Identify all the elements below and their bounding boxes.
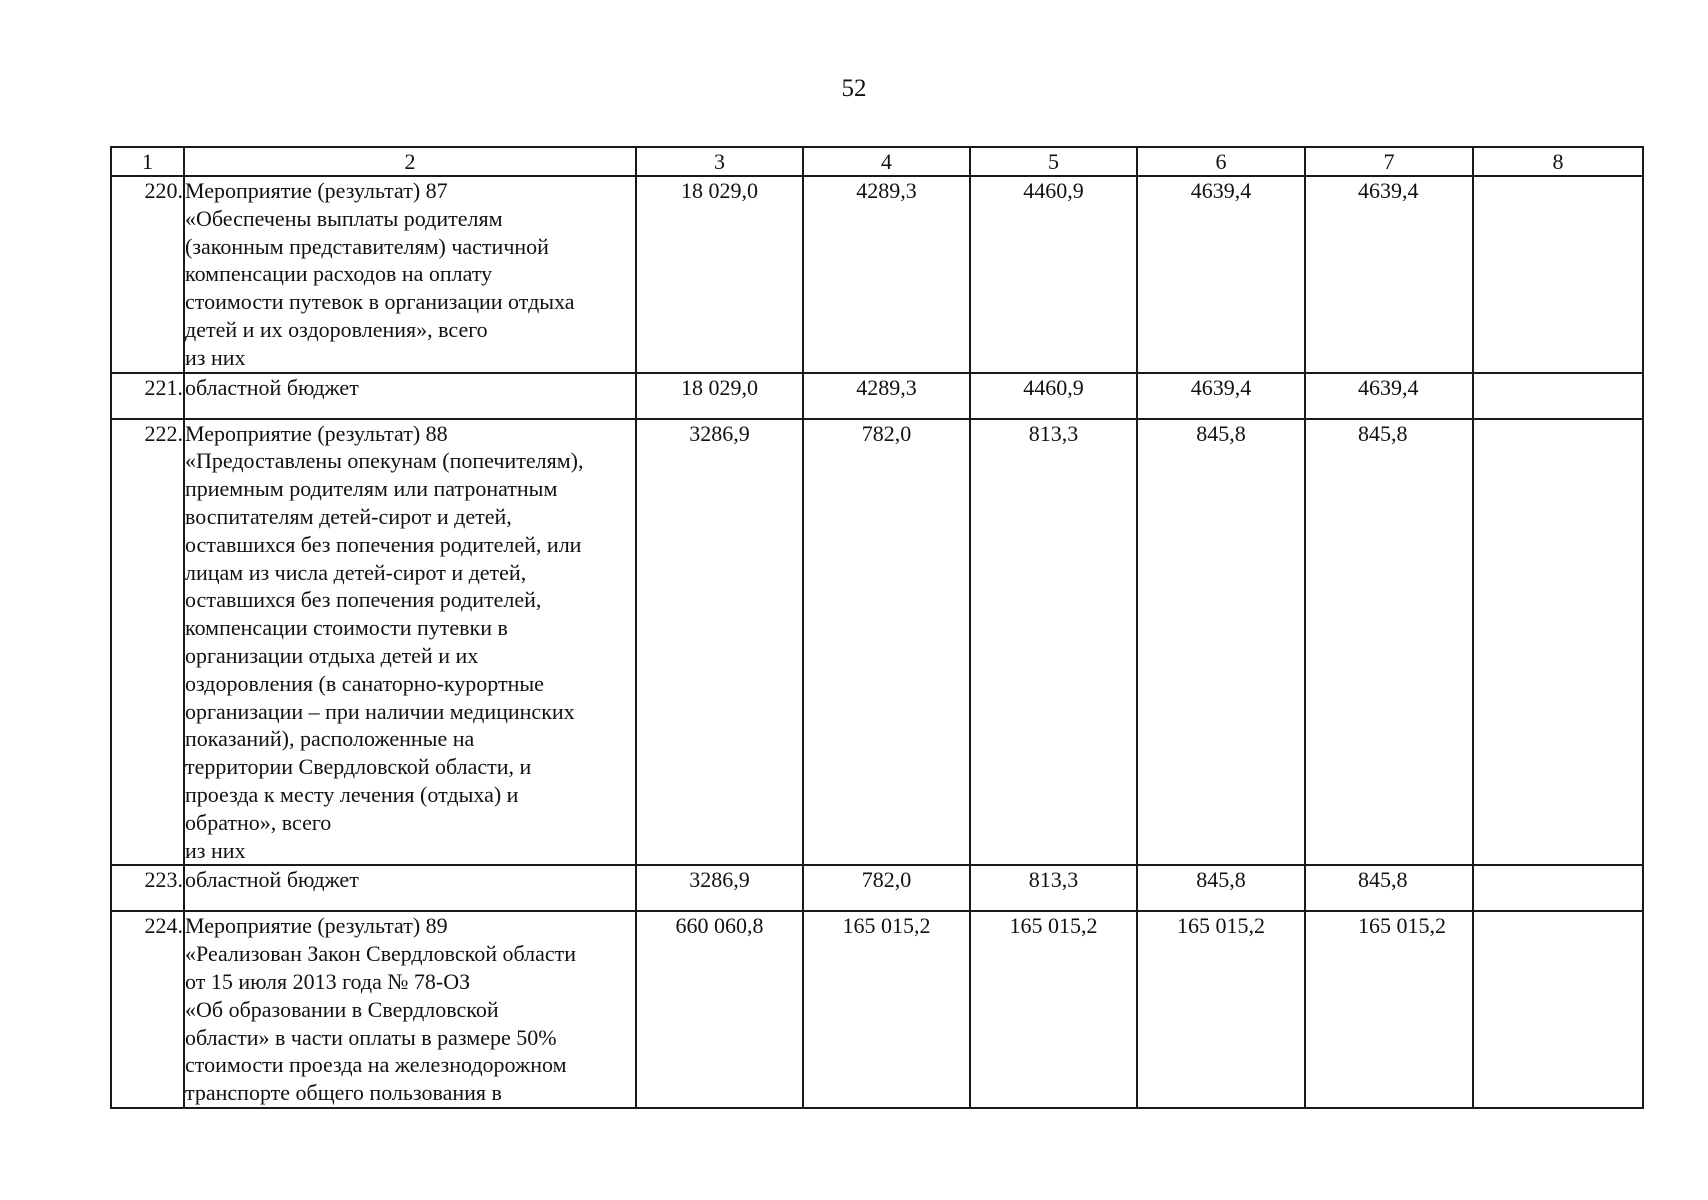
description-line: территории Свердловской области, и <box>185 754 532 780</box>
value-cell-col-6: 4639,4 <box>1137 373 1305 419</box>
description-line: «Об образовании в Свердловской <box>185 996 499 1022</box>
description-line: области» в части оплаты в размере 50% <box>185 1024 557 1050</box>
description-line: организации – при наличии медицинских <box>185 698 575 724</box>
description-line: организации отдыха детей и их <box>185 642 479 668</box>
description-line: «Обеспечены выплаты родителям <box>185 205 503 231</box>
value-cell-col-3: 3286,9 <box>636 419 803 866</box>
row-description <box>184 419 636 866</box>
description-line: Мероприятие (результат) 87 <box>185 178 448 203</box>
description-line: оставшихся без попечения родителей, или <box>185 531 582 557</box>
description-line: от 15 июля 2013 года № 78-ОЗ <box>185 968 471 994</box>
value-cell-col-7: 165 015,2 <box>1305 911 1473 1108</box>
value-cell-col-6: 845,8 <box>1137 419 1305 866</box>
description-line: «Реализован Закон Свердловской области <box>185 941 577 967</box>
table-row <box>111 176 1643 373</box>
table-row <box>111 373 1643 419</box>
value-cell-col-8 <box>1473 419 1643 866</box>
description-line: областной бюджет <box>185 867 359 893</box>
value-cell-col-4: 4289,3 <box>803 176 970 373</box>
value-cell-col-4: 782,0 <box>803 419 970 866</box>
description-line: (законным представителям) частичной <box>185 233 549 259</box>
column-header: 6 <box>1137 147 1305 176</box>
value-cell-col-4: 4289,3 <box>803 373 970 419</box>
description-line: приемным родителям или патронатным <box>185 476 558 502</box>
description-line: из них <box>185 344 246 370</box>
description-line: лицам из числа детей-сирот и детей, <box>185 559 527 585</box>
column-header: 7 <box>1305 147 1473 176</box>
value-cell-col-8 <box>1473 176 1643 373</box>
value-cell-col-7: 4639,4 <box>1305 176 1473 373</box>
budget-table <box>110 146 1644 1109</box>
description-line: компенсации стоимости путевки в <box>185 615 508 641</box>
row-number: 224. <box>111 911 184 1108</box>
column-header: 2 <box>184 147 636 176</box>
row-number: 220. <box>111 176 184 373</box>
table-body <box>111 176 1643 1108</box>
value-cell-col-3: 3286,9 <box>636 865 803 911</box>
value-cell-col-5: 813,3 <box>970 865 1137 911</box>
value-cell-col-3: 660 060,8 <box>636 911 803 1108</box>
description-line: компенсации расходов на оплату <box>185 261 493 287</box>
value-cell-col-8 <box>1473 911 1643 1108</box>
description-line: из них <box>185 837 246 863</box>
value-cell-col-5: 813,3 <box>970 419 1137 866</box>
description-line: детей и их оздоровления», всего <box>185 316 488 342</box>
value-cell-col-4: 165 015,2 <box>803 911 970 1108</box>
column-header: 4 <box>803 147 970 176</box>
row-description <box>184 176 636 373</box>
value-cell-col-6: 4639,4 <box>1137 176 1305 373</box>
header-row <box>111 147 1643 176</box>
value-cell-col-5: 4460,9 <box>970 373 1137 419</box>
value-cell-col-3: 18 029,0 <box>636 373 803 419</box>
description-line: проезда к месту лечения (отдыха) и <box>185 781 519 807</box>
value-cell-col-3: 18 029,0 <box>636 176 803 373</box>
description-line: Мероприятие (результат) 89 <box>185 913 448 939</box>
description-line: оставшихся без попечения родителей, <box>185 587 542 613</box>
description-line: оздоровления (в санаторно-курортные <box>185 670 544 696</box>
value-cell-col-8 <box>1473 865 1643 911</box>
row-description <box>184 865 636 911</box>
value-cell-col-7: 845,8 <box>1305 419 1473 866</box>
value-cell-col-8 <box>1473 373 1643 419</box>
value-cell-col-7: 845,8 <box>1305 865 1473 911</box>
value-cell-col-5: 4460,9 <box>970 176 1137 373</box>
column-header: 3 <box>636 147 803 176</box>
value-cell-col-5: 165 015,2 <box>970 911 1137 1108</box>
page-number: 52 <box>841 75 867 102</box>
description-line: Мероприятие (результат) 88 <box>185 420 448 446</box>
value-cell-col-4: 782,0 <box>803 865 970 911</box>
description-line: стоимости путевок в организации отдыха <box>185 289 575 315</box>
row-description <box>184 373 636 419</box>
value-cell-col-6: 845,8 <box>1137 865 1305 911</box>
column-header: 8 <box>1473 147 1643 176</box>
row-number: 223. <box>111 865 184 911</box>
description-line: стоимости проезда на железнодорожном <box>185 1052 567 1078</box>
table-row <box>111 911 1643 1108</box>
table-row <box>111 419 1643 866</box>
description-line: транспорте общего пользования в <box>185 1080 502 1106</box>
description-line: «Предоставлены опекунам (попечителям), <box>185 448 584 474</box>
description-line: показаний), расположенные на <box>185 726 475 752</box>
description-line: областной бюджет <box>185 374 359 400</box>
row-number: 221. <box>111 373 184 419</box>
value-cell-col-6: 165 015,2 <box>1137 911 1305 1108</box>
value-cell-col-7: 4639,4 <box>1305 373 1473 419</box>
row-description <box>184 911 636 1108</box>
column-header: 5 <box>970 147 1137 176</box>
description-line: обратно», всего <box>185 809 332 835</box>
description-line: воспитателям детей-сирот и детей, <box>185 503 512 529</box>
row-number: 222. <box>111 419 184 866</box>
table-row <box>111 865 1643 911</box>
column-header: 1 <box>111 147 184 176</box>
